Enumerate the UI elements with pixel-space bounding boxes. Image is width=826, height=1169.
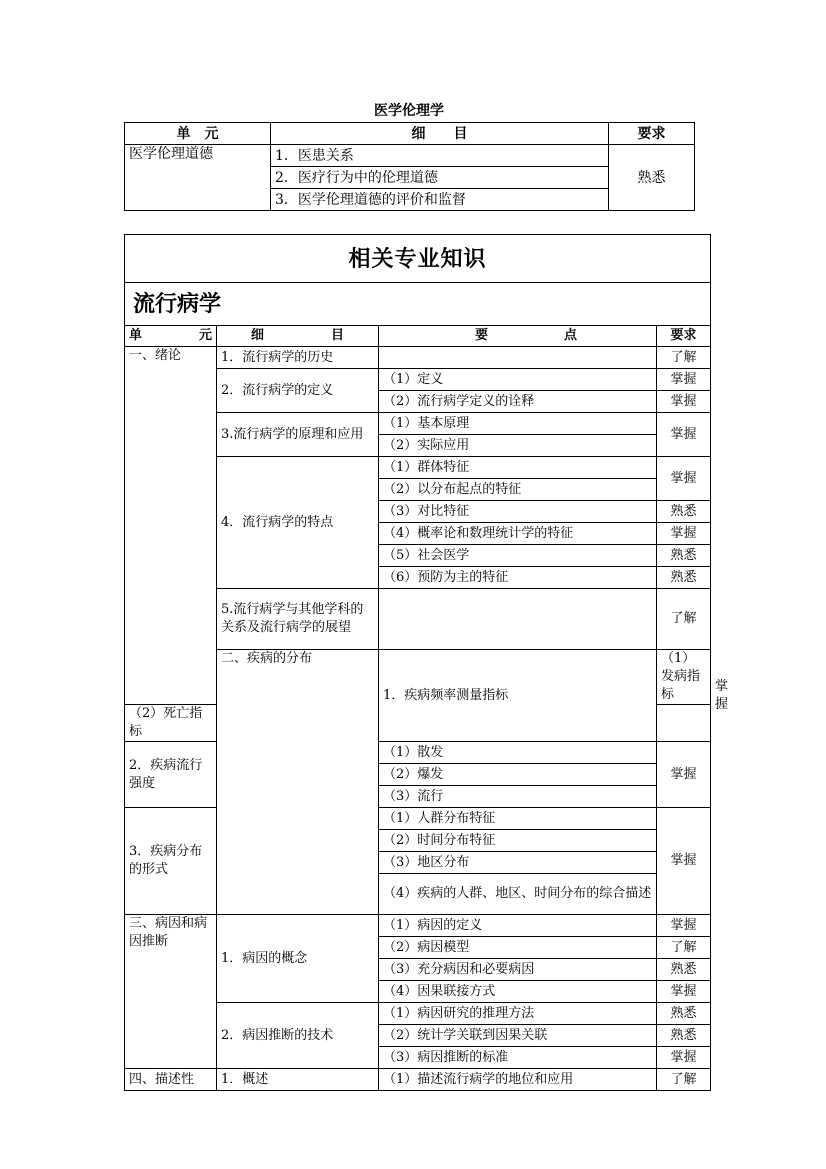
requirement-cell: 了解 [657, 589, 711, 650]
requirement-cell: 掌握 [657, 915, 711, 937]
detail-cell: 5.流行病学与其他学科的关系及流行病学的展望 [217, 589, 379, 650]
detail-cell: 4．流行病学的特点 [217, 457, 379, 589]
detail-cell: 1．医患关系 [271, 145, 609, 167]
requirement-cell: 掌握 [657, 391, 711, 413]
table-row: 二、疾病的分布 1．疾病频率测量指标 （1）发病指标 掌握 [125, 650, 711, 705]
header-points: 要 点 [379, 326, 657, 347]
requirement-cell: 掌握 [657, 413, 711, 457]
point-cell: （2）流行病学定义的诠释 [379, 391, 657, 413]
table-row [125, 808, 711, 830]
table-header-row [125, 326, 711, 347]
unit-cell: 三、病因和病因推断 [125, 915, 217, 1069]
point-cell: （3）病因推断的标准 [379, 1047, 657, 1069]
point-cell: （2）爆发 [379, 764, 657, 786]
point-cell: （1）病因的定义 [379, 915, 657, 937]
point-cell: （2）统计学关联到因果关联 [379, 1025, 657, 1047]
table-row [125, 145, 695, 167]
header-requirement: 要求 [609, 123, 695, 145]
point-cell: （4）概率论和数理统计学的特征 [379, 523, 657, 545]
point-cell: （1）人群分布特征 [379, 808, 657, 830]
header-requirement: 要求 [657, 326, 711, 347]
point-cell: （3）地区分布 [379, 852, 657, 874]
point-cell: （2）时间分布特征 [379, 830, 657, 852]
requirement-cell: 了解 [657, 347, 711, 369]
point-cell: （2）死亡指标 [125, 705, 217, 742]
point-cell: （2）以分布起点的特征 [379, 479, 657, 501]
requirement-cell: 了解 [657, 937, 711, 959]
header-detail: 细 目 [217, 326, 379, 347]
point-cell: （3）流行 [379, 786, 657, 808]
subject-title: 流行病学 [125, 283, 711, 326]
point-cell: （1）散发 [379, 742, 657, 764]
point-cell: （3）充分病因和必要病因 [379, 959, 657, 981]
requirement-cell: 熟悉 [609, 145, 695, 211]
requirement-cell: 熟悉 [657, 959, 711, 981]
epidemiology-table [124, 234, 729, 1091]
point-cell: （4）疾病的人群、地区、时间分布的综合描述 [379, 874, 657, 915]
detail-cell: 2．流行病学的定义 [217, 369, 379, 413]
point-cell: （5）社会医学 [379, 545, 657, 567]
point-cell: （2）实际应用 [379, 435, 657, 457]
requirement-cell: 掌握 [657, 369, 711, 391]
detail-cell: 1．疾病频率测量指标 [379, 650, 657, 742]
detail-cell: 3.流行病学的原理和应用 [217, 413, 379, 457]
requirement-cell: 了解 [657, 1069, 711, 1091]
requirement-cell: 掌握 [657, 457, 711, 501]
detail-cell: 1．流行病学的历史 [217, 347, 379, 369]
point-cell: （1）基本原理 [379, 413, 657, 435]
table-row [125, 1069, 711, 1091]
detail-cell: 2．疾病流行强度 [125, 742, 217, 808]
unit-cell: 二、疾病的分布 [217, 650, 379, 915]
header-unit: 单 元 [125, 123, 271, 145]
detail-cell: 3．医学伦理道德的评价和监督 [271, 189, 609, 211]
point-cell: （3）对比特征 [379, 501, 657, 523]
point-cell: （1）病因研究的推理方法 [379, 1003, 657, 1025]
section-title: 相关专业知识 [125, 235, 711, 283]
detail-cell: 1．病因的概念 [217, 915, 379, 1003]
point-cell [379, 589, 657, 650]
requirement-cell: 熟悉 [657, 1025, 711, 1047]
requirement-cell: 掌握 [657, 523, 711, 545]
detail-cell: 3．疾病分布的形式 [125, 808, 217, 915]
table-row [125, 915, 711, 937]
point-cell: （1）定义 [379, 369, 657, 391]
requirement-cell: 掌握 [657, 1047, 711, 1069]
unit-cell: 一、绪论 [125, 347, 217, 705]
requirement-cell: 熟悉 [657, 501, 711, 523]
requirement-cell: 掌握 [657, 808, 711, 915]
header-unit: 单 元 [125, 326, 217, 347]
point-cell [379, 347, 657, 369]
requirement-cell: 熟悉 [657, 1003, 711, 1025]
ethics-table [124, 122, 695, 211]
point-cell: （1）描述流行病学的地位和应用 [379, 1069, 657, 1091]
requirement-cell: 掌握 [657, 742, 711, 808]
detail-cell: 2．病因推断的技术 [217, 1003, 379, 1069]
requirement-cell: 掌握 [657, 981, 711, 1003]
header-detail: 细 目 [271, 123, 609, 145]
table-row [125, 742, 711, 764]
table-row [125, 347, 711, 369]
table-header-row [125, 123, 695, 145]
unit-cell: 医学伦理道德 [125, 145, 271, 211]
point-cell: （1）群体特征 [379, 457, 657, 479]
point-cell: （6）预防为主的特征 [379, 567, 657, 589]
point-cell: （4）因果联接方式 [379, 981, 657, 1003]
detail-cell: 2．医疗行为中的伦理道德 [271, 167, 609, 189]
point-cell: （1）发病指标 [657, 650, 711, 705]
unit-cell: 四、描述性 [125, 1069, 217, 1091]
point-cell: （2）病因模型 [379, 937, 657, 959]
requirement-cell: 熟悉 [657, 545, 711, 567]
requirement-cell: 熟悉 [657, 567, 711, 589]
ethics-title: 医学伦理学 [374, 103, 444, 119]
detail-cell: 1．概述 [217, 1069, 379, 1091]
